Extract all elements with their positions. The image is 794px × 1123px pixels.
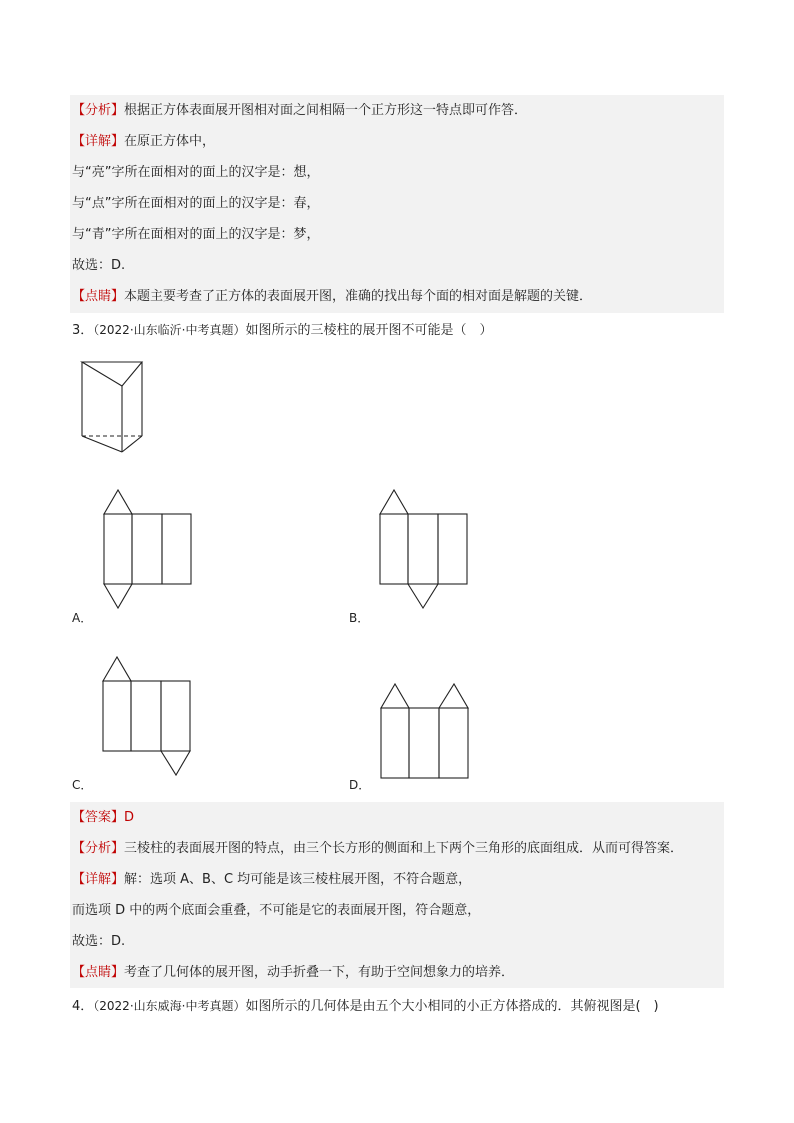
option-b-net	[378, 488, 470, 612]
answer-tag: 【答案】	[72, 810, 125, 825]
comment-text: 本题主要考查了正方体的表面展开图，准确的找出每个面的相对面是解题的关键．	[124, 289, 593, 304]
option-a-label: A．	[72, 611, 93, 625]
net-rect-2	[132, 514, 162, 584]
comment-tag: 【点睛】	[72, 965, 125, 980]
analysis-text: 根据正方体表面展开图相对面之间相隔一个正方形这一特点即可作答．	[124, 103, 528, 118]
comment-text: 考查了几何体的展开图，动手折叠一下，有助于空间想象力的培养．	[124, 965, 515, 980]
analysis-text: 三棱柱的表面展开图的特点，由三个长方形的侧面和上下两个三角形的底面组成．从而可得答案．	[124, 841, 684, 856]
net-triangle-left	[381, 684, 409, 708]
prism-bottom-left	[82, 436, 122, 452]
net-rect-3	[161, 681, 190, 751]
net-triangle-top	[104, 490, 132, 514]
net-triangle-right	[439, 684, 468, 708]
net-triangle-top	[380, 490, 408, 514]
option-b-label: B．	[349, 611, 370, 625]
detail-line	[72, 132, 215, 152]
net-rect-1	[380, 514, 408, 584]
net-triangle-bottom	[161, 751, 190, 775]
detail-tag: 【详解】	[72, 872, 125, 887]
detail-line-3: 与“青”字所在面相对的面上的汉字是：梦，	[72, 227, 320, 242]
question-3	[72, 320, 492, 340]
analysis-line	[72, 839, 683, 859]
net-rect-2	[409, 708, 439, 778]
option-d-label: D．	[349, 778, 371, 792]
prism-bottom-right	[122, 436, 142, 452]
net-rect-3	[438, 514, 467, 584]
option-a-net	[102, 488, 194, 612]
detail-line	[72, 870, 471, 890]
question-number: 4．	[72, 999, 94, 1014]
detail-tag: 【详解】	[72, 134, 125, 149]
net-rect-1	[381, 708, 409, 778]
triangular-prism-figure	[80, 360, 146, 455]
comment-tag: 【点睛】	[72, 289, 125, 304]
net-rect-3	[162, 514, 191, 584]
question-4	[72, 996, 659, 1016]
solution-block-q3	[70, 802, 724, 988]
detail-line-1: 而选项 D 中的两个底面会重叠，不可能是它的表面展开图，符合题意，	[72, 903, 481, 918]
analysis-line	[72, 101, 527, 121]
detail-line-2: 与“点”字所在面相对的面上的汉字是：春，	[72, 196, 320, 211]
detail-text: 解：选项 A、B、C 均可能是该三棱柱展开图，不符合题意，	[124, 872, 472, 887]
detail-text: 在原正方体中，	[124, 134, 216, 149]
question-source: （2022·山东临沂·中考真题）	[93, 323, 246, 337]
net-triangle-bottom	[104, 584, 132, 608]
net-triangle-bottom	[408, 584, 438, 608]
answer-line	[72, 808, 134, 828]
analysis-tag: 【分析】	[72, 841, 125, 856]
net-triangle-top	[103, 657, 131, 681]
net-rect-3	[439, 708, 468, 778]
answer-text: D	[124, 810, 135, 825]
question-stem: 如图所示的三棱柱的展开图不可能是（ ）	[245, 323, 493, 338]
comment-line	[72, 963, 514, 983]
net-rect-1	[103, 681, 131, 751]
net-rect-2	[408, 514, 438, 584]
question-number: 3．	[72, 323, 94, 338]
comment-line	[72, 287, 592, 307]
answer-choice-line: 故选：D.	[72, 258, 126, 273]
prism-top-face	[82, 362, 142, 386]
option-c-label: C．	[72, 778, 93, 792]
question-source: （2022·山东威海·中考真题）	[93, 999, 246, 1013]
answer-choice-line: 故选：D.	[72, 934, 126, 949]
detail-line-1: 与“亮”字所在面相对的面上的汉字是：想，	[72, 165, 320, 180]
option-c-net	[101, 655, 193, 779]
net-rect-2	[131, 681, 161, 751]
net-rect-1	[104, 514, 132, 584]
option-d-net	[379, 682, 471, 782]
question-stem: 如图所示的几何体是由五个大小相同的小正方体搭成的．其俯视图是( )	[245, 999, 659, 1014]
analysis-tag: 【分析】	[72, 103, 125, 118]
